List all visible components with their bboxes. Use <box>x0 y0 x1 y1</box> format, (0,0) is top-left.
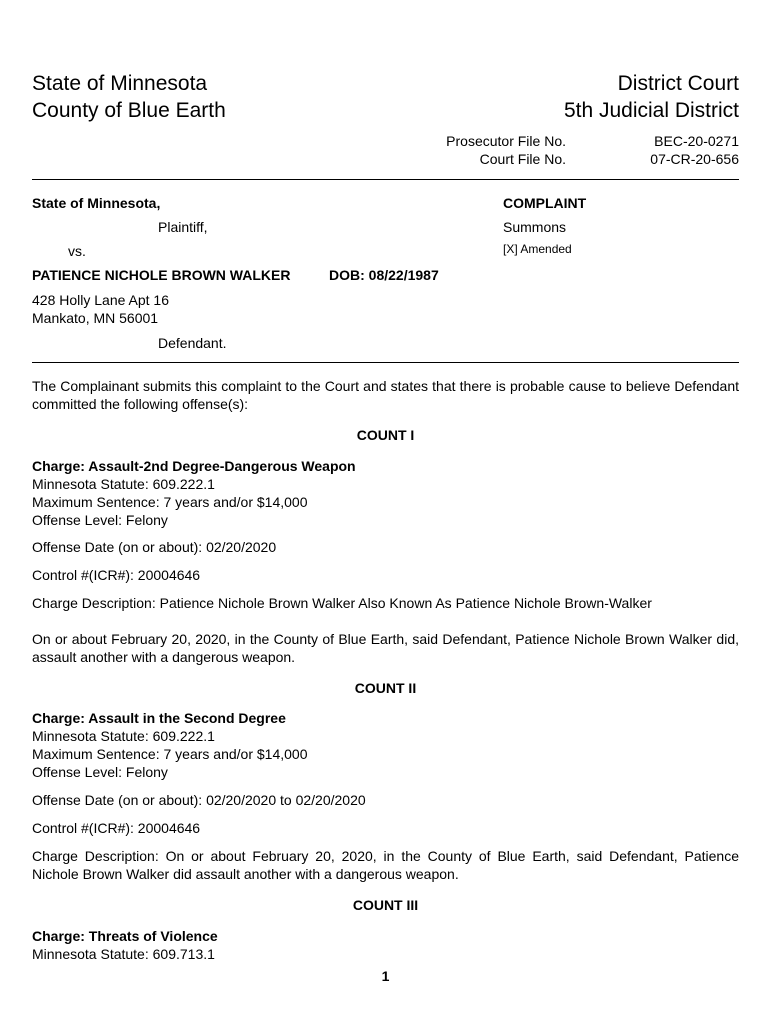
prosecutor-file-value: BEC-20-0271 <box>654 133 739 149</box>
document-type: COMPLAINT <box>503 195 587 211</box>
count-1-narrative: On or about February 20, 2020, in the County of Blue Earth, said Defendant, Patience Nichole Brown Walker did, assault another with a dangerous weapon. <box>32 631 739 665</box>
prosecutor-file-label: Prosecutor File No. <box>446 133 566 149</box>
count-2-max-sentence: Maximum Sentence: 7 years and/or $14,000 <box>32 746 308 762</box>
court-file-label: Court File No. <box>479 151 566 167</box>
defendant-address-line1: 428 Holly Lane Apt 16 <box>32 292 169 308</box>
defendant-name: PATIENCE NICHOLE BROWN WALKER <box>32 267 291 283</box>
intro-paragraph: The Complainant submits this complaint to the Court and states that there is probable cause to believe Defendant committed the following offense(s): <box>32 378 739 412</box>
defendant-address-line2: Mankato, MN 56001 <box>32 310 159 326</box>
plaintiff-label: Plaintiff, <box>158 219 208 235</box>
count-1-level: Offense Level: Felony <box>32 512 168 528</box>
versus-label: vs. <box>68 243 86 259</box>
count-1-statute: Minnesota Statute: 609.222.1 <box>32 476 215 492</box>
count-3-charge: Charge: Threats of Violence <box>32 928 218 944</box>
count-1-details <box>32 457 356 529</box>
count-2-control: Control #(ICR#): 20004646 <box>32 820 201 836</box>
count-1-offense-date: Offense Date (on or about): 02/20/2020 <box>32 539 277 555</box>
count-2-offense-date: Offense Date (on or about): 02/20/2020 to 02/20/2020 <box>32 792 366 808</box>
count-1-charge: Charge: Assault-2nd Degree-Dangerous Weapon <box>32 458 356 474</box>
court-heading: District Court <box>617 72 739 95</box>
caption-divider <box>32 362 739 363</box>
county-heading: County of Blue Earth <box>32 99 226 122</box>
court-file-value: 07-CR-20-656 <box>650 151 739 167</box>
count-2-level: Offense Level: Felony <box>32 764 168 780</box>
count-2-statute: Minnesota Statute: 609.222.1 <box>32 728 215 744</box>
header-divider <box>32 179 739 180</box>
count-2-details <box>32 709 308 781</box>
defendant-dob: DOB: 08/22/1987 <box>329 267 439 283</box>
district-heading: 5th Judicial District <box>563 99 739 122</box>
summons-option: Summons <box>503 219 567 235</box>
count-3-details <box>32 927 218 963</box>
count-1-heading: COUNT I <box>356 427 415 443</box>
count-2-description: Charge Description: On or about February 20, 2020, in the County of Blue Earth, said Defendant, Patience Nichole Brown Walker did assault another with a dangerous weapon. <box>32 848 739 882</box>
state-heading: State of Minnesota <box>32 72 208 95</box>
plaintiff-name: State of Minnesota, <box>32 195 161 211</box>
defendant-label: Defendant. <box>158 335 227 351</box>
count-1-description: Charge Description: Patience Nichole Brown Walker Also Known As Patience Nichole Brown-Walker <box>32 595 652 611</box>
count-3-statute: Minnesota Statute: 609.713.1 <box>32 946 215 962</box>
count-1-max-sentence: Maximum Sentence: 7 years and/or $14,000 <box>32 494 308 510</box>
amended-option: [X] Amended <box>503 242 572 256</box>
count-2-charge: Charge: Assault in the Second Degree <box>32 710 286 726</box>
page-number: 1 <box>381 968 390 984</box>
count-3-heading: COUNT III <box>352 897 419 913</box>
count-1-control: Control #(ICR#): 20004646 <box>32 567 201 583</box>
count-2-heading: COUNT II <box>354 680 417 696</box>
document-page <box>32 0 739 1024</box>
